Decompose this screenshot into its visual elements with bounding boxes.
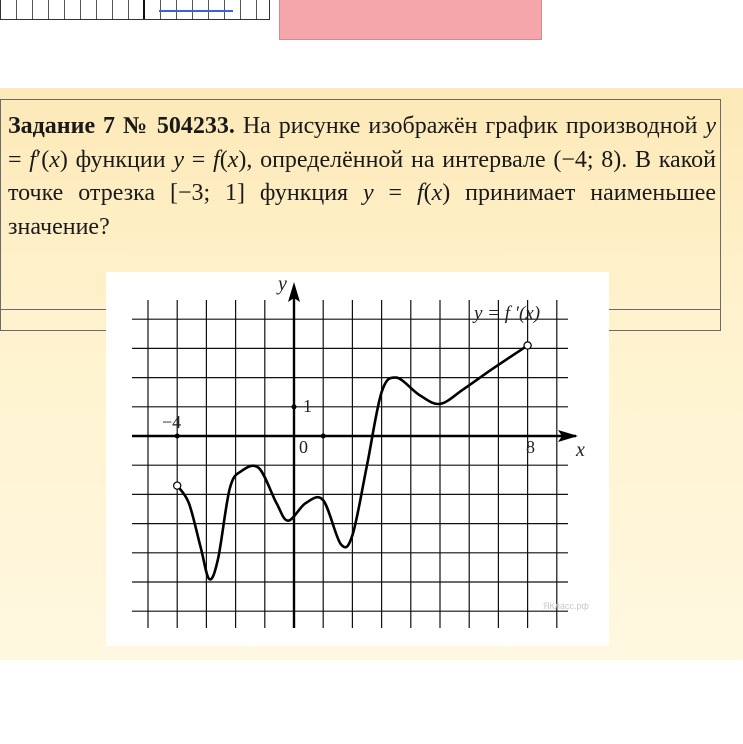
- y-axis-label: y: [278, 273, 287, 295]
- answer-cell[interactable]: [1, 0, 17, 19]
- task-heading: Задание 7 № 504233.: [8, 113, 235, 139]
- answer-cell[interactable]: [129, 0, 145, 19]
- curve-label: y = f ′(x): [474, 303, 541, 324]
- tick-label-origin: 0: [299, 437, 308, 457]
- answer-cell[interactable]: [49, 0, 65, 19]
- tick-label-8: 8: [526, 437, 535, 457]
- open-endpoint: [524, 342, 531, 349]
- answer-cell[interactable]: [65, 0, 81, 19]
- watermark: ЯКласс.рф: [543, 601, 589, 611]
- answer-cell[interactable]: [33, 0, 49, 19]
- tick-label-minus-4: −4: [162, 412, 182, 432]
- chart-axes: [132, 282, 578, 628]
- open-endpoint: [174, 482, 181, 489]
- chart-labels: [162, 273, 590, 611]
- answer-underline: [159, 10, 233, 12]
- answer-cell[interactable]: [17, 0, 33, 19]
- answer-table: [0, 0, 270, 20]
- chart-grid: [132, 300, 568, 628]
- derivative-graph: [106, 272, 609, 646]
- tick-dot: [321, 434, 326, 439]
- derivative-chart: [106, 272, 609, 646]
- x-axis-label: x: [576, 439, 585, 461]
- answer-cell[interactable]: [113, 0, 129, 19]
- task-text: Задание 7 № 504233. На рисунке изображён график производной y = f′(x) функции y = f(x), определённой на интервале (−4; 8). В какой точке отрезка [−3; 1] функция y = f(x) принимает наименьшее значение?: [8, 113, 716, 240]
- tick-dot: [292, 404, 297, 409]
- tick-dot: [175, 434, 180, 439]
- answer-feedback-box: [279, 0, 542, 40]
- answer-cell[interactable]: [81, 0, 97, 19]
- tick-label-y-1: 1: [303, 396, 312, 416]
- answer-cell[interactable]: [97, 0, 113, 19]
- answer-cell[interactable]: [241, 0, 257, 19]
